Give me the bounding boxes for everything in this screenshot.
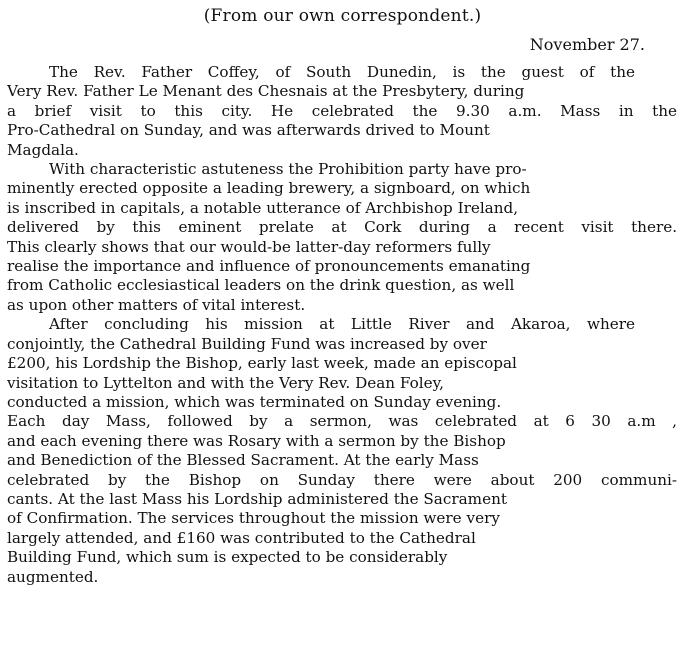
dateline: November 27. bbox=[529, 35, 645, 54]
text-line: a brief visit to this city. He celebrated the 9.30 a.m. Mass in the bbox=[7, 101, 677, 120]
text-line: After concluding his mission at Little River and Akaroa, where bbox=[49, 315, 635, 334]
text-line: Magdala. bbox=[7, 140, 79, 159]
paragraph-prohibition-party bbox=[7, 160, 677, 315]
text-line: With characteristic astuteness the Prohibition party have pro- bbox=[49, 160, 527, 179]
article-body bbox=[7, 63, 677, 587]
text-line: This clearly shows that our would-be latter-day reformers fully bbox=[7, 237, 491, 256]
text-line: The Rev. Father Coffey, of South Dunedin, is the guest of the bbox=[49, 63, 635, 81]
text-line: visitation to Lyttelton and with the Very Rev. Dean Foley, bbox=[7, 373, 444, 392]
text-line: minently erected opposite a leading brewery, a signboard, on which bbox=[7, 179, 531, 198]
text-line: Very Rev. Father Le Menant des Chesnais at the Presbytery, during bbox=[7, 82, 525, 101]
text-line: Each day Mass, followed by a sermon, was celebrated at 6 30 a.m , bbox=[7, 412, 677, 431]
text-line: largely attended, and £160 was contributed to the Cathedral bbox=[7, 528, 476, 547]
correspondent-heading: (From our own correspondent.) bbox=[203, 6, 482, 26]
text-line: is inscribed in capitals, a notable utterance of Archbishop Ireland, bbox=[7, 198, 519, 217]
text-line: of Confirmation. The services throughout the mission were very bbox=[7, 509, 500, 528]
text-line: cants. At the last Mass his Lordship administered the Sacrament bbox=[7, 489, 507, 508]
text-line: from Catholic ecclesiastical leaders on the drink question, as well bbox=[7, 276, 515, 295]
paragraph-bishop-mission bbox=[7, 315, 677, 587]
text-line: £200, his Lordship the Bishop, early last week, made an episcopal bbox=[7, 354, 517, 373]
text-line: Building Fund, which sum is expected to be considerably bbox=[7, 548, 448, 567]
text-line: celebrated by the Bishop on Sunday there were about 200 communi- bbox=[7, 470, 677, 489]
text-line: and Benediction of the Blessed Sacrament. At the early Mass bbox=[7, 451, 479, 470]
text-line: and each evening there was Rosary with a sermon by the Bishop bbox=[7, 431, 506, 450]
text-line: conducted a mission, which was terminated on Sunday evening. bbox=[7, 392, 502, 411]
paragraph-father-coffey bbox=[7, 63, 677, 160]
text-line: realise the importance and influence of pronouncements emanating bbox=[7, 257, 531, 276]
text-line: conjointly, the Cathedral Building Fund was increased by over bbox=[7, 334, 487, 353]
text-line: as upon other matters of vital interest. bbox=[7, 295, 306, 314]
text-line: Pro-Cathedral on Sunday, and was afterwards drived to Mount bbox=[7, 121, 490, 140]
text-line: augmented. bbox=[7, 567, 99, 586]
text-line: delivered by this eminent prelate at Cork during a recent visit there. bbox=[7, 218, 677, 237]
